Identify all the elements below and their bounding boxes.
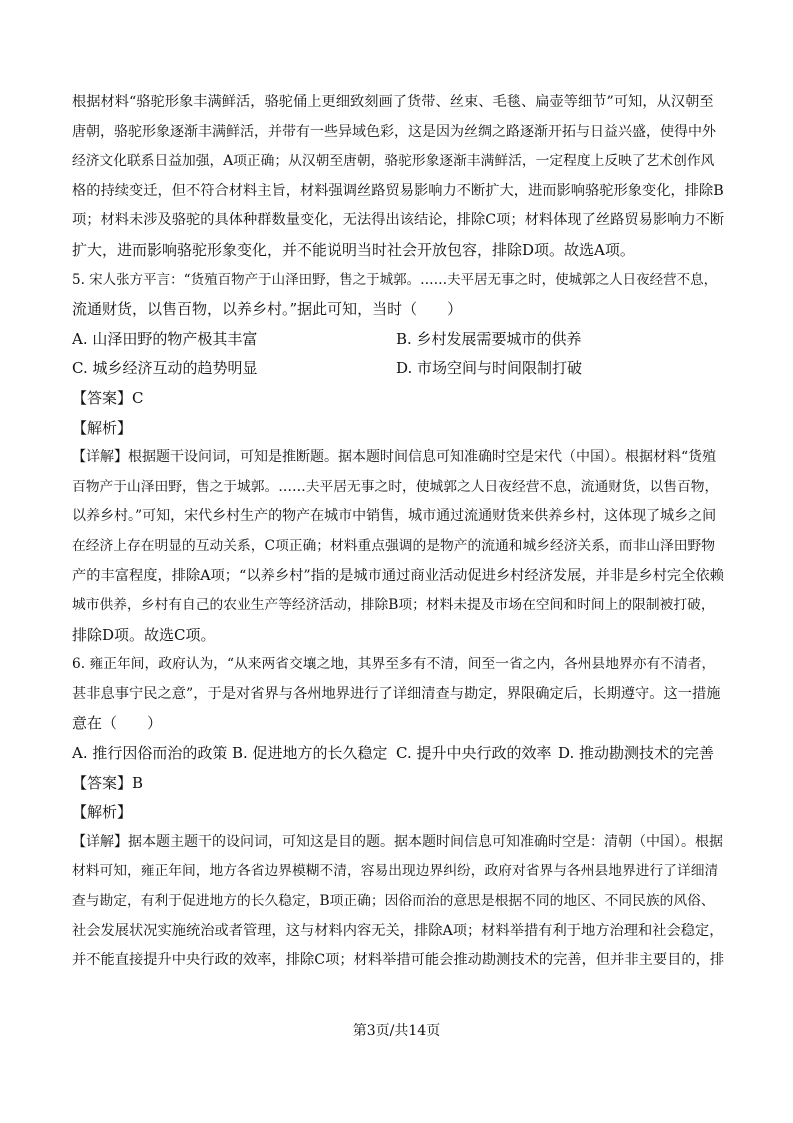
text-line: 格的持续变迁，但不符合材料主旨，材料强调丝路贸易影响力不断扩大，进而影响骆驼形象变化，排除B	[72, 182, 724, 199]
detail-label: 【详解】	[72, 833, 128, 850]
option-b: B. 促进地方的长久稳定	[232, 744, 388, 763]
question-stem-line: 5. 宋人张方平言：“货殖百物产于山泽田野，售之于城郭。……夫平居无事之时，使城郭之人日夜经营不息，	[72, 271, 718, 288]
answer-label: 【答案】	[72, 773, 133, 792]
detail-line: 社会发展状况实施统治或者管理，这与材料内容无关，排除A项；材料举措有利于地方治理和社会稳定，	[72, 922, 724, 939]
answer-line	[72, 384, 724, 414]
detail-line: 查与勘定，有利于促进地方的长久稳定，B项正确；因俗而治的意思是根据不同的地区、不同民族的风俗、	[72, 893, 715, 910]
text-line: 唐朝，骆驼形象逐渐丰满鲜活，并带有一些异域色彩，这是因为丝绸之路逐渐开拓与日益兴盛，使得中外	[72, 123, 716, 140]
option-c: C. 城乡经济互动的趋势明显	[72, 359, 258, 378]
detail-line: 并不能直接提升中央行政的效率，排除C项；材料举措可能会推动勘测技术的完善，但并非主要目的，排	[72, 952, 725, 969]
text-line: 项；材料未涉及骆驼的具体种群数量变化，无法得出该结论，排除C项；材料体现了丝路贸易影响力不断	[72, 212, 725, 229]
option-d: D. 市场空间与时间限制打破	[396, 359, 583, 378]
option-row	[72, 354, 724, 384]
detail-line: 材料可知，雍正年间，地方各省边界模糊不清，容易出现边界纠纷，政府对省界与各州县地界进行了详细清	[72, 863, 719, 880]
detail-text: 根据题干设问词，可知是推断题。据本题时间信息可知准确时空是宋代（中国）。根据材料“货殖	[128, 449, 717, 466]
analysis-label: 【解析】	[72, 418, 133, 437]
previous-answer-continuation	[72, 88, 724, 266]
option-b: B. 乡村发展需要城市的供养	[396, 329, 582, 348]
text-line: 经济文化联系日益加强，A项正确；从汉朝至唐朝，骆驼形象逐渐丰满鲜活，一定程度上反映了艺术创作风	[72, 153, 715, 170]
page-footer: 第3页/共14页	[352, 1023, 441, 1039]
detail-label: 【详解】	[72, 449, 128, 466]
answer-value: C	[132, 388, 144, 407]
answer-line	[72, 769, 724, 799]
detail-line: 在经济上存在明显的互动关系，C项正确；材料重点强调的是物产的流通和城乡经济关系，而非山泽田野物	[72, 537, 716, 554]
analysis-label: 【解析】	[72, 803, 133, 822]
detail-line	[72, 443, 724, 473]
question-6	[72, 650, 724, 976]
detail-line: 排除D项。故选C项。	[72, 625, 216, 644]
detail-line	[72, 828, 724, 858]
detail-text: 据本题主题干的设问词，可知这是目的题。据本题时间信息可知准确时空是：清朝（中国）。根据	[128, 833, 723, 850]
detail-line: 百物产于山泽田野，售之于城郭。……夫平居无事之时，使城郭之人日夜经营不息，流通财货，以售百物，	[72, 478, 719, 495]
text-line: 根据材料“骆驼形象丰满鲜活，骆驼俑上更细致刻画了货带、丝束、毛毯、扁壶等细节”可知，从汉朝至	[72, 94, 714, 110]
option-a: A. 山泽田野的物产极其丰富	[72, 329, 258, 348]
option-c: C. 提升中央行政的效率	[396, 744, 552, 763]
answer-value: B	[132, 773, 144, 792]
detail-line: 城市供养，乡村有自己的农业生产等经济活动，排除B项；材料未提及市场在空间和时间上的限制被打破，	[72, 597, 715, 614]
option-row	[72, 325, 724, 355]
option-row	[72, 739, 724, 769]
document-page	[72, 88, 724, 976]
question-stem-line: 意在（ ）	[72, 714, 163, 733]
answer-label: 【答案】	[72, 388, 133, 407]
text-line: 扩大，进而影响骆驼形象变化，并不能说明当时社会开放包容，排除D项。故选A项。	[72, 240, 635, 259]
option-d: D. 推动勘测技术的完善	[558, 744, 715, 763]
detail-line: 以养乡村。”可知，宋代乡村生产的物产在城市中销售，城市通过流通财货来供养乡村，这体现了城乡之间	[72, 508, 717, 525]
option-a: A. 推行因俗而治的政策	[72, 744, 228, 763]
question-stem-line: 流通财货，以售百物，以养乡村。”据此可知，当时（ ）	[72, 300, 463, 319]
question-5	[72, 266, 724, 651]
question-stem-line: 6. 雍正年间，政府认为，“从来两省交壤之地，其界至多有不清，间至一省之内，各州县地界亦有不清者，	[72, 656, 716, 673]
detail-line: 产的丰富程度，排除A项；“以养乡村”指的是城市通过商业活动促进乡村经济发展，并非是乡村完全依赖	[72, 567, 724, 584]
question-stem-line: 甚非息事宁民之意”，于是对省界与各州地界进行了详细清查与勘定，界限确定后，长期遵守。这一措施	[72, 685, 721, 702]
